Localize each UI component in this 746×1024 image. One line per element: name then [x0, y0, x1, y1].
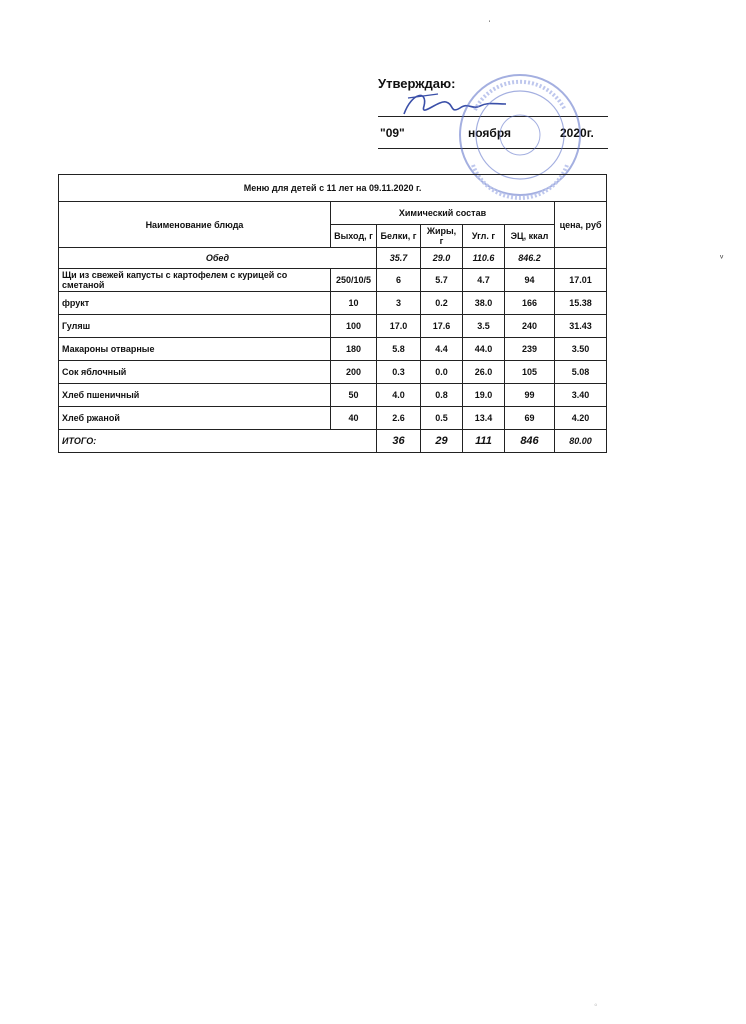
header-fat: Жиры, г: [421, 225, 463, 248]
dish-name: Гуляш: [59, 315, 331, 338]
dish-yield: 40: [331, 407, 377, 430]
scan-speck: ᵥ: [720, 250, 724, 261]
dish-price: 3.40: [555, 384, 607, 407]
dish-price: 4.20: [555, 407, 607, 430]
dish-name: Хлеб ржаной: [59, 407, 331, 430]
dish-fat: 0.2: [421, 292, 463, 315]
dish-energy: 166: [505, 292, 555, 315]
dish-carbs: 3.5: [463, 315, 505, 338]
section-fat: 29.0: [421, 248, 463, 269]
table-row: [59, 407, 607, 430]
total-carbs: 111: [463, 430, 505, 453]
dish-price: 31.43: [555, 315, 607, 338]
approval-month: ноября: [468, 126, 512, 140]
dish-protein: 3: [377, 292, 421, 315]
dish-yield: 250/10/5: [331, 269, 377, 292]
header-energy: ЭЦ, ккал: [505, 225, 555, 248]
header-protein: Белки, г: [377, 225, 421, 248]
dish-yield: 100: [331, 315, 377, 338]
section-energy: 846.2: [505, 248, 555, 269]
dish-fat: 4.4: [421, 338, 463, 361]
dish-fat: 17.6: [421, 315, 463, 338]
total-label: ИТОГО:: [59, 430, 377, 453]
table-row: [59, 338, 607, 361]
total-energy: 846: [505, 430, 555, 453]
section-protein: 35.7: [377, 248, 421, 269]
table-row: [59, 361, 607, 384]
dish-energy: 99: [505, 384, 555, 407]
section-row: [59, 248, 607, 269]
dish-energy: 240: [505, 315, 555, 338]
total-row: [59, 430, 607, 453]
dish-yield: 10: [331, 292, 377, 315]
dish-price: 3.50: [555, 338, 607, 361]
dish-energy: 94: [505, 269, 555, 292]
approval-day: "09": [380, 126, 405, 140]
scan-speck: ◦: [594, 1000, 598, 1011]
dish-name: Сок яблочный: [59, 361, 331, 384]
header-price: цена, руб: [555, 202, 607, 248]
approval-label: Утверждаю:: [378, 76, 456, 91]
dish-fat: 0.8: [421, 384, 463, 407]
dish-protein: 2.6: [377, 407, 421, 430]
table-title: Меню для детей с 11 лет на 09.11.2020 г.: [59, 175, 607, 202]
dish-yield: 200: [331, 361, 377, 384]
signature-line: [378, 116, 608, 117]
approval-year: 2020г.: [560, 126, 594, 140]
dish-price: 17.01: [555, 269, 607, 292]
header-yield: Выход, г: [331, 225, 377, 248]
section-carbs: 110.6: [463, 248, 505, 269]
dish-name: фрукт: [59, 292, 331, 315]
table-row: [59, 315, 607, 338]
total-protein: 36: [377, 430, 421, 453]
dish-name: Хлеб пшеничный: [59, 384, 331, 407]
dish-price: 15.38: [555, 292, 607, 315]
dish-energy: 105: [505, 361, 555, 384]
dish-protein: 5.8: [377, 338, 421, 361]
dish-fat: 0.0: [421, 361, 463, 384]
dish-yield: 50: [331, 384, 377, 407]
section-price: [555, 248, 607, 269]
dish-protein: 0.3: [377, 361, 421, 384]
dish-yield: 180: [331, 338, 377, 361]
dish-carbs: 13.4: [463, 407, 505, 430]
dish-energy: 239: [505, 338, 555, 361]
dish-carbs: 19.0: [463, 384, 505, 407]
dish-carbs: 44.0: [463, 338, 505, 361]
section-name: Обед: [59, 248, 377, 269]
dish-fat: 5.7: [421, 269, 463, 292]
header-dish: Наименование блюда: [59, 202, 331, 248]
dish-energy: 69: [505, 407, 555, 430]
dish-fat: 0.5: [421, 407, 463, 430]
table-row: [59, 269, 607, 292]
dish-price: 5.08: [555, 361, 607, 384]
table-row: [59, 384, 607, 407]
dish-carbs: 38.0: [463, 292, 505, 315]
total-fat: 29: [421, 430, 463, 453]
dish-protein: 17.0: [377, 315, 421, 338]
date-line: [378, 148, 608, 149]
dish-protein: 6: [377, 269, 421, 292]
table-row: [59, 292, 607, 315]
dish-protein: 4.0: [377, 384, 421, 407]
dish-carbs: 26.0: [463, 361, 505, 384]
header-carbs: Угл. г: [463, 225, 505, 248]
header-chem: Химический состав: [331, 202, 555, 225]
approval-block: [378, 76, 608, 156]
menu-table: [58, 174, 607, 453]
dish-name: Макароны отварные: [59, 338, 331, 361]
dish-carbs: 4.7: [463, 269, 505, 292]
dish-name: Щи из свежей капусты с картофелем с курицей со сметаной: [59, 269, 331, 292]
scan-speck: ˈ: [488, 20, 492, 31]
total-price: 80.00: [555, 430, 607, 453]
